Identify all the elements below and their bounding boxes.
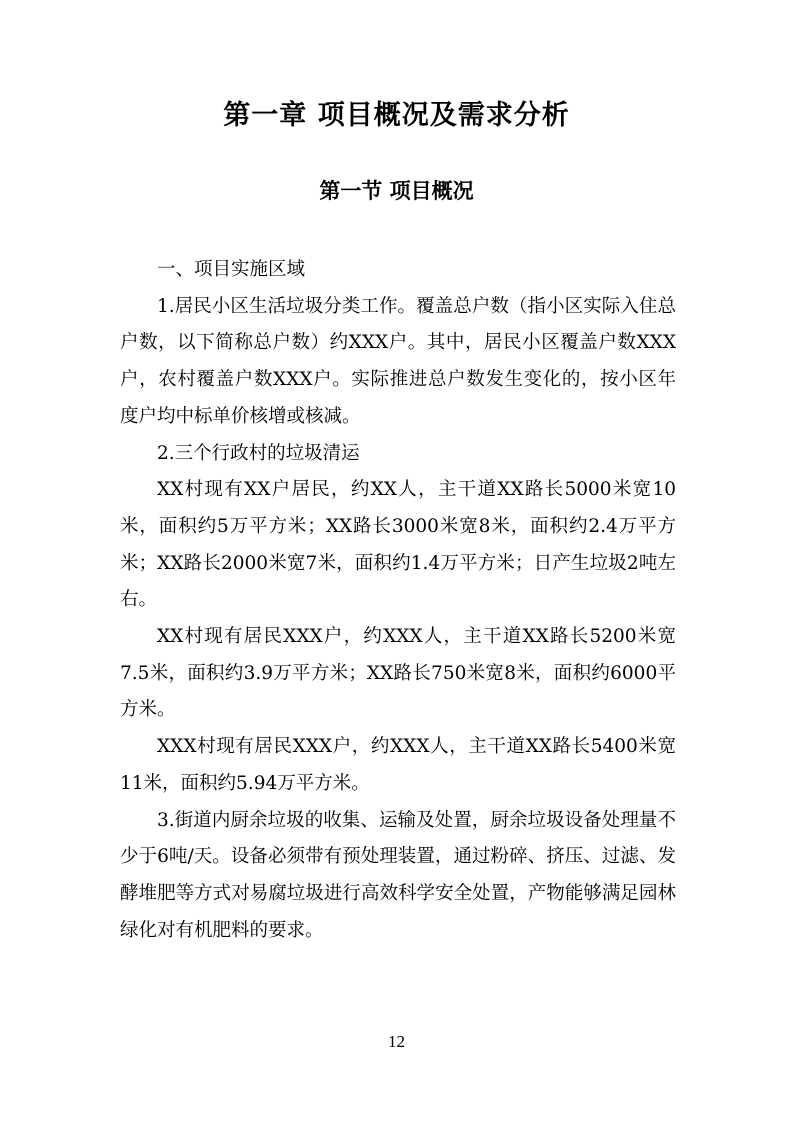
page-number: 12 bbox=[388, 1032, 405, 1051]
chapter-title: 第一章 项目概况及需求分析 bbox=[223, 100, 570, 131]
paragraph-kitchen-waste: 3.街道内厨余垃圾的收集、运输及处置，厨余垃圾设备处理量不少于6吨/天。设备必须带有预处理装置，通过粉碎、挤压、过滤、发酵堆肥等方式对易腐垃圾进行高效科学安全处置，产物能够满足园林绿化对有机肥料的要求。 bbox=[120, 809, 676, 941]
paragraph-village-1: XX村现有XX户居民，约XX人，主干道XX路长5000米宽10米，面积约5万平方米；XX路长3000米宽8米，面积约2.4万平方米；XX路长2000米宽7米，面积约1.4万平方米；日产生垃圾2吨左右。 bbox=[120, 479, 676, 611]
paragraph-residential-sorting: 1.居民小区生活垃圾分类工作。覆盖总户数（指小区实际入住总户数，以下简称总户数）约XXX户。其中，居民小区覆盖户数XXX户，农村覆盖户数XXX户。实际推进总户数发生变化的，按小区年度户均中标单价核增或核减。 bbox=[120, 295, 676, 427]
section-title: 第一节 项目概况 bbox=[319, 179, 474, 203]
paragraph-village-cleanup-heading: 2.三个行政村的垃圾清运 bbox=[157, 442, 360, 464]
paragraph-village-2: XX村现有居民XXX户，约XXX人，主干道XX路长5200米宽7.5米，面积约3.9万平方米；XX路长750米宽8米，面积约6000平方米。 bbox=[120, 626, 676, 721]
subheading-project-area: 一、项目实施区域 bbox=[157, 259, 306, 280]
document-body bbox=[120, 252, 676, 949]
paragraph-village-3: XXX村现有居民XXX户，约XXX人，主干道XX路长5400米宽11米，面积约5.94万平方米。 bbox=[120, 736, 676, 794]
